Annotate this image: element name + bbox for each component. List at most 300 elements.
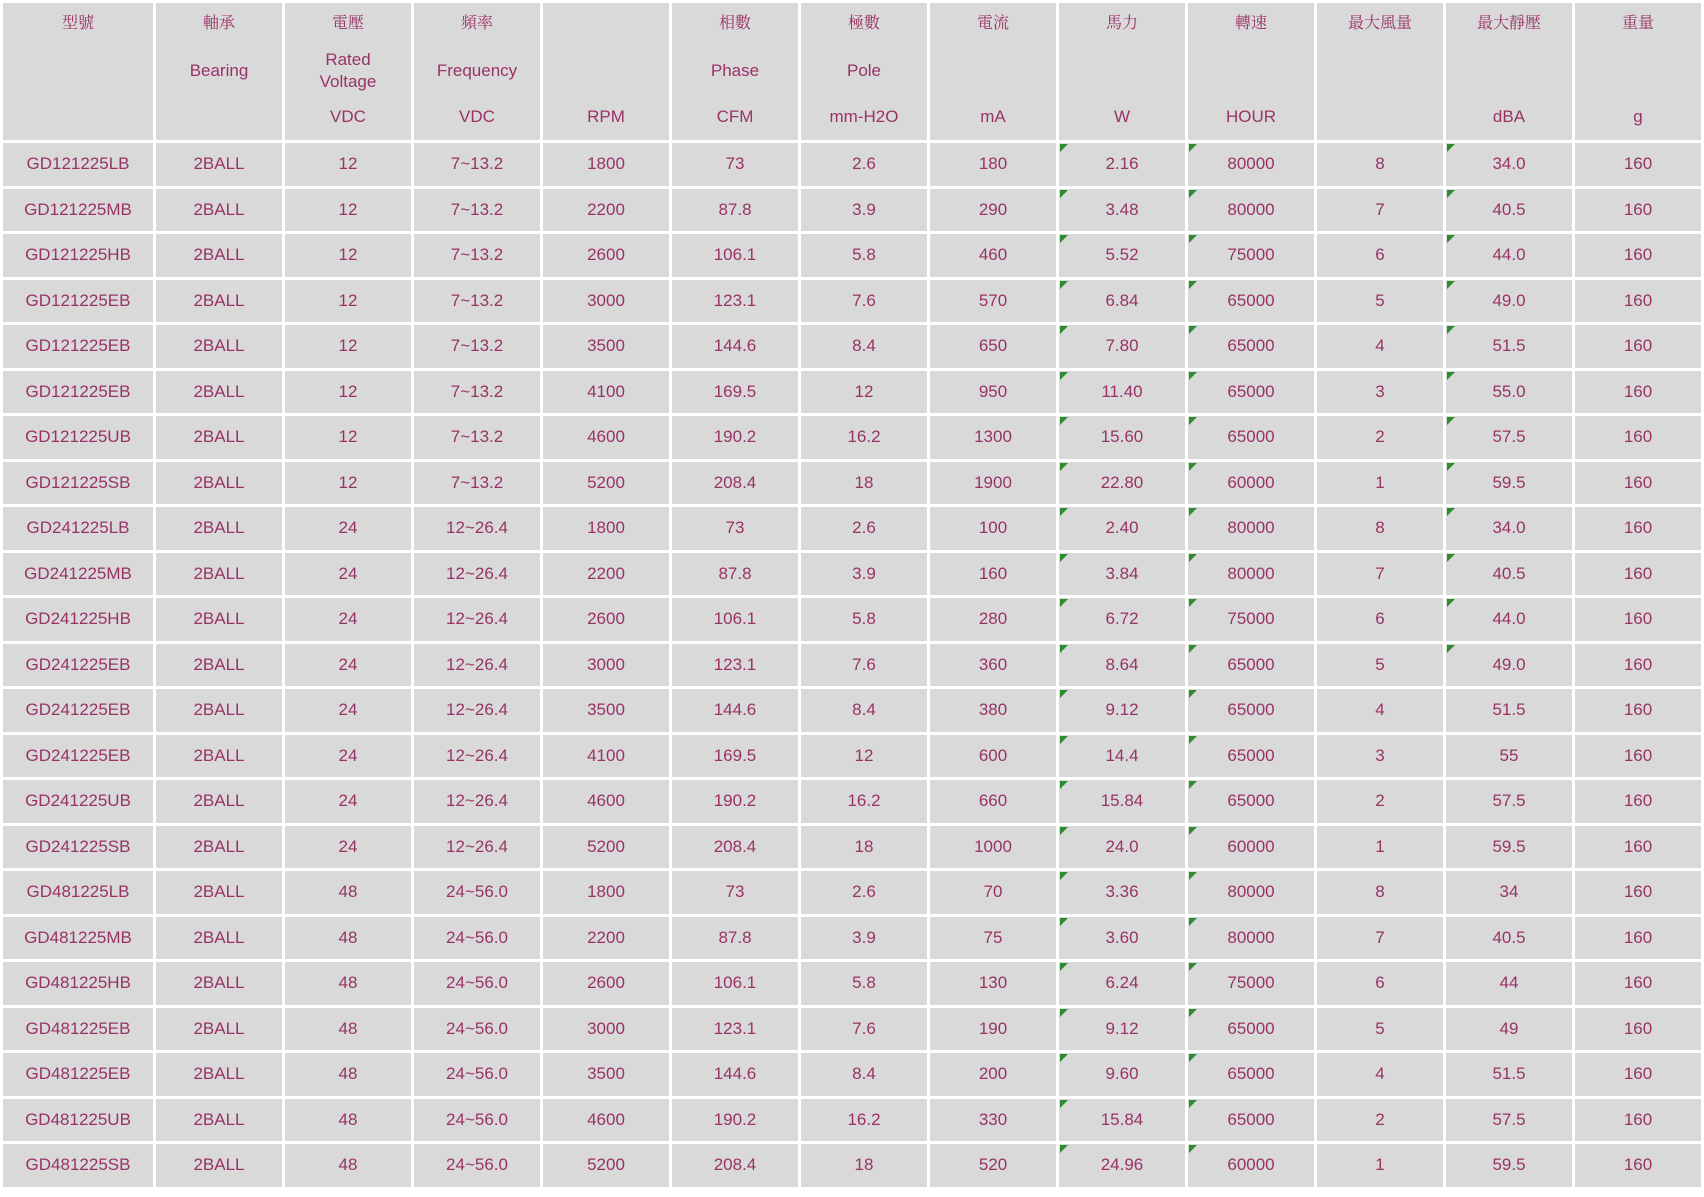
table-row <box>3 1099 1701 1142</box>
header-label-zh: 最大靜壓 <box>1476 15 1541 32</box>
green-corner-marker-icon <box>1060 827 1068 835</box>
table-row <box>3 416 1701 459</box>
value-cell: 24~56.0 <box>414 1099 540 1142</box>
value-cell: 2BALL <box>156 371 282 414</box>
green-corner-marker-icon <box>1189 690 1197 698</box>
value-cell: 24.0 <box>1059 826 1185 869</box>
value-cell: 160 <box>1575 280 1701 323</box>
value-cell: 2BALL <box>156 416 282 459</box>
green-corner-marker-icon <box>1447 281 1455 289</box>
header-label-en <box>1446 42 1572 99</box>
green-corner-marker-icon <box>1060 463 1068 471</box>
value-cell: 9.12 <box>1059 689 1185 732</box>
value-cell: 160 <box>1575 689 1701 732</box>
table-row <box>3 1008 1701 1051</box>
value-cell: 18 <box>801 1144 927 1187</box>
value-cell: 570 <box>930 280 1056 323</box>
value-cell: 80000 <box>1188 143 1314 186</box>
model-cell: GD241225SB <box>3 826 153 869</box>
value-cell: 1000 <box>930 826 1056 869</box>
header-label-zh: 最大風量 <box>1347 15 1412 32</box>
green-corner-marker-icon <box>1447 463 1455 471</box>
column-header-content <box>156 3 282 140</box>
green-corner-marker-icon <box>1060 1054 1068 1062</box>
value-cell: 123.1 <box>672 1008 798 1051</box>
value-cell: 2.6 <box>801 507 927 550</box>
green-corner-marker-icon <box>1060 508 1068 516</box>
value-cell: 2BALL <box>156 1008 282 1051</box>
value-cell: 9.12 <box>1059 1008 1185 1051</box>
header-unit <box>801 99 927 140</box>
value-cell: 24 <box>285 826 411 869</box>
value-cell: 160 <box>1575 371 1701 414</box>
value-cell: 49 <box>1446 1008 1572 1051</box>
table-header <box>3 3 1701 140</box>
value-cell: 2BALL <box>156 234 282 277</box>
value-cell: 75000 <box>1188 598 1314 641</box>
header-unit <box>1575 99 1701 140</box>
green-corner-marker-icon <box>1447 599 1455 607</box>
value-cell: 65000 <box>1188 735 1314 778</box>
value-cell: 6 <box>1317 234 1443 277</box>
value-cell: 65000 <box>1188 1099 1314 1142</box>
green-corner-marker-icon <box>1189 736 1197 744</box>
header-label-zh: 相數 <box>718 15 751 32</box>
value-cell: 49.0 <box>1446 644 1572 687</box>
value-cell: 4 <box>1317 1053 1443 1096</box>
value-cell: 106.1 <box>672 598 798 641</box>
value-cell: 8 <box>1317 143 1443 186</box>
value-cell: 1 <box>1317 826 1443 869</box>
value-cell: 80000 <box>1188 917 1314 960</box>
value-cell: 12~26.4 <box>414 689 540 732</box>
value-cell: 2BALL <box>156 280 282 323</box>
table-row <box>3 826 1701 869</box>
value-cell: 12~26.4 <box>414 598 540 641</box>
value-cell: 65000 <box>1188 780 1314 823</box>
header-unit <box>1188 99 1314 140</box>
value-cell: 8.4 <box>801 1053 927 1096</box>
green-corner-marker-icon <box>1447 372 1455 380</box>
value-cell: 160 <box>1575 644 1701 687</box>
header-unit-text: g <box>1633 107 1643 126</box>
value-cell: 460 <box>930 234 1056 277</box>
header-unit-text: VDC <box>459 107 495 126</box>
value-cell: 7~13.2 <box>414 234 540 277</box>
value-cell: 87.8 <box>672 553 798 596</box>
column-header-11 <box>1446 3 1572 140</box>
value-cell: 290 <box>930 189 1056 232</box>
value-cell: 51.5 <box>1446 1053 1572 1096</box>
value-cell: 48 <box>285 1144 411 1187</box>
green-corner-marker-icon <box>1189 554 1197 562</box>
header-unit <box>1317 99 1443 140</box>
header-unit-text: RPM <box>587 107 625 126</box>
header-unit <box>1446 99 1572 140</box>
column-header-3 <box>414 3 540 140</box>
header-unit <box>414 99 540 140</box>
header-label-en <box>1188 42 1314 99</box>
value-cell: 12~26.4 <box>414 780 540 823</box>
green-corner-marker-icon <box>1447 235 1455 243</box>
value-cell: 48 <box>285 1099 411 1142</box>
model-cell: GD121225EB <box>3 325 153 368</box>
column-header-content <box>1059 3 1185 140</box>
value-cell: 660 <box>930 780 1056 823</box>
value-cell: 65000 <box>1188 325 1314 368</box>
value-cell: 6.72 <box>1059 598 1185 641</box>
value-cell: 24 <box>285 507 411 550</box>
value-cell: 16.2 <box>801 1099 927 1142</box>
value-cell: 24 <box>285 644 411 687</box>
table-row <box>3 1144 1701 1187</box>
value-cell: 7~13.2 <box>414 325 540 368</box>
value-cell: 160 <box>1575 826 1701 869</box>
value-cell: 100 <box>930 507 1056 550</box>
green-corner-marker-icon <box>1189 872 1197 880</box>
value-cell: 2BALL <box>156 462 282 505</box>
value-cell: 80000 <box>1188 553 1314 596</box>
value-cell: 55.0 <box>1446 371 1572 414</box>
value-cell: 59.5 <box>1446 826 1572 869</box>
green-corner-marker-icon <box>1189 508 1197 516</box>
green-corner-marker-icon <box>1189 645 1197 653</box>
model-cell: GD121225MB <box>3 189 153 232</box>
value-cell: 169.5 <box>672 735 798 778</box>
value-cell: 208.4 <box>672 462 798 505</box>
value-cell: 360 <box>930 644 1056 687</box>
model-cell: GD481225UB <box>3 1099 153 1142</box>
value-cell: 4600 <box>543 416 669 459</box>
value-cell: 190.2 <box>672 416 798 459</box>
column-header-2 <box>285 3 411 140</box>
value-cell: 57.5 <box>1446 780 1572 823</box>
value-cell: 520 <box>930 1144 1056 1187</box>
table-row <box>3 598 1701 641</box>
value-cell: 4100 <box>543 735 669 778</box>
green-corner-marker-icon <box>1060 235 1068 243</box>
value-cell: 40.5 <box>1446 917 1572 960</box>
value-cell: 80000 <box>1188 507 1314 550</box>
header-row <box>3 3 1701 140</box>
value-cell: 12~26.4 <box>414 644 540 687</box>
value-cell: 18 <box>801 462 927 505</box>
green-corner-marker-icon <box>1060 872 1068 880</box>
value-cell: 7 <box>1317 189 1443 232</box>
value-cell: 24~56.0 <box>414 917 540 960</box>
green-corner-marker-icon <box>1189 1100 1197 1108</box>
value-cell: 6.24 <box>1059 962 1185 1005</box>
value-cell: 80000 <box>1188 189 1314 232</box>
green-corner-marker-icon <box>1447 326 1455 334</box>
value-cell: 65000 <box>1188 1053 1314 1096</box>
header-unit <box>156 99 282 140</box>
value-cell: 24~56.0 <box>414 1053 540 1096</box>
header-label-en <box>543 42 669 99</box>
value-cell: 2BALL <box>156 189 282 232</box>
model-cell: GD121225HB <box>3 234 153 277</box>
value-cell: 59.5 <box>1446 462 1572 505</box>
value-cell: 75 <box>930 917 1056 960</box>
column-header-content <box>543 3 669 140</box>
value-cell: 5 <box>1317 644 1443 687</box>
header-label-en <box>156 42 282 99</box>
column-header-content <box>3 3 153 140</box>
value-cell: 1800 <box>543 871 669 914</box>
column-header-content <box>1188 3 1314 140</box>
column-header-10 <box>1317 3 1443 140</box>
value-cell: 12 <box>285 325 411 368</box>
value-cell: 3 <box>1317 735 1443 778</box>
value-cell: 2BALL <box>156 689 282 732</box>
value-cell: 9.60 <box>1059 1053 1185 1096</box>
value-cell: 7~13.2 <box>414 371 540 414</box>
value-cell: 3.84 <box>1059 553 1185 596</box>
header-label-en-text: Rated Voltage <box>319 50 377 91</box>
column-header-0 <box>3 3 153 140</box>
value-cell: 12 <box>285 280 411 323</box>
value-cell: 190.2 <box>672 780 798 823</box>
header-label-zh: 馬力 <box>1105 15 1138 32</box>
table-row <box>3 189 1701 232</box>
model-cell: GD241225MB <box>3 553 153 596</box>
header-label-zh: 電流 <box>976 15 1009 32</box>
value-cell: 160 <box>930 553 1056 596</box>
table-row <box>3 325 1701 368</box>
value-cell: 3.48 <box>1059 189 1185 232</box>
header-label-en-text: Bearing <box>189 60 249 80</box>
value-cell: 208.4 <box>672 826 798 869</box>
value-cell: 169.5 <box>672 371 798 414</box>
green-corner-marker-icon <box>1060 918 1068 926</box>
value-cell: 57.5 <box>1446 1099 1572 1142</box>
model-cell: GD241225EB <box>3 735 153 778</box>
header-label-en <box>801 42 927 99</box>
column-header-8 <box>1059 3 1185 140</box>
value-cell: 11.40 <box>1059 371 1185 414</box>
value-cell: 160 <box>1575 735 1701 778</box>
value-cell: 5 <box>1317 1008 1443 1051</box>
value-cell: 65000 <box>1188 689 1314 732</box>
value-cell: 65000 <box>1188 280 1314 323</box>
column-header-9 <box>1188 3 1314 140</box>
table-row <box>3 462 1701 505</box>
column-header-4 <box>543 3 669 140</box>
value-cell: 2600 <box>543 598 669 641</box>
value-cell: 6 <box>1317 598 1443 641</box>
column-header-content <box>285 3 411 140</box>
model-cell: GD481225EB <box>3 1053 153 1096</box>
value-cell: 34 <box>1446 871 1572 914</box>
header-label-en <box>1575 42 1701 99</box>
value-cell: 160 <box>1575 325 1701 368</box>
model-cell: GD121225UB <box>3 416 153 459</box>
green-corner-marker-icon <box>1060 190 1068 198</box>
value-cell: 70 <box>930 871 1056 914</box>
value-cell: 15.84 <box>1059 780 1185 823</box>
value-cell: 87.8 <box>672 189 798 232</box>
green-corner-marker-icon <box>1060 417 1068 425</box>
value-cell: 3.9 <box>801 917 927 960</box>
value-cell: 57.5 <box>1446 416 1572 459</box>
value-cell: 2600 <box>543 234 669 277</box>
value-cell: 24~56.0 <box>414 1008 540 1051</box>
value-cell: 190.2 <box>672 1099 798 1142</box>
header-label-en <box>285 42 411 99</box>
value-cell: 65000 <box>1188 371 1314 414</box>
value-cell: 200 <box>930 1053 1056 1096</box>
value-cell: 2.40 <box>1059 507 1185 550</box>
column-header-content <box>1317 3 1443 140</box>
value-cell: 3000 <box>543 1008 669 1051</box>
value-cell: 34.0 <box>1446 507 1572 550</box>
value-cell: 160 <box>1575 780 1701 823</box>
model-cell: GD481225EB <box>3 1008 153 1051</box>
value-cell: 2BALL <box>156 644 282 687</box>
value-cell: 3.9 <box>801 553 927 596</box>
header-label-en <box>672 42 798 99</box>
value-cell: 160 <box>1575 507 1701 550</box>
value-cell: 2BALL <box>156 325 282 368</box>
value-cell: 8.4 <box>801 689 927 732</box>
value-cell: 2BALL <box>156 780 282 823</box>
value-cell: 2BALL <box>156 826 282 869</box>
value-cell: 5.8 <box>801 598 927 641</box>
value-cell: 40.5 <box>1446 553 1572 596</box>
value-cell: 2BALL <box>156 598 282 641</box>
value-cell: 48 <box>285 1053 411 1096</box>
green-corner-marker-icon <box>1060 144 1068 152</box>
value-cell: 12~26.4 <box>414 507 540 550</box>
green-corner-marker-icon <box>1447 645 1455 653</box>
value-cell: 24 <box>285 780 411 823</box>
value-cell: 12~26.4 <box>414 553 540 596</box>
value-cell: 4 <box>1317 689 1443 732</box>
green-corner-marker-icon <box>1189 1054 1197 1062</box>
value-cell: 7~13.2 <box>414 416 540 459</box>
value-cell: 2BALL <box>156 1099 282 1142</box>
green-corner-marker-icon <box>1060 326 1068 334</box>
value-cell: 2200 <box>543 917 669 960</box>
green-corner-marker-icon <box>1189 144 1197 152</box>
green-corner-marker-icon <box>1189 781 1197 789</box>
header-unit-text: mA <box>980 107 1006 126</box>
value-cell: 65000 <box>1188 416 1314 459</box>
value-cell: 160 <box>1575 1008 1701 1051</box>
value-cell: 15.60 <box>1059 416 1185 459</box>
column-header-7 <box>930 3 1056 140</box>
green-corner-marker-icon <box>1189 190 1197 198</box>
value-cell: 59.5 <box>1446 1144 1572 1187</box>
value-cell: 75000 <box>1188 962 1314 1005</box>
model-cell: GD121225EB <box>3 371 153 414</box>
value-cell: 12 <box>285 462 411 505</box>
value-cell: 48 <box>285 962 411 1005</box>
green-corner-marker-icon <box>1189 963 1197 971</box>
table-row <box>3 689 1701 732</box>
value-cell: 7~13.2 <box>414 143 540 186</box>
value-cell: 8.4 <box>801 325 927 368</box>
value-cell: 8 <box>1317 871 1443 914</box>
model-cell: GD481225SB <box>3 1144 153 1187</box>
model-cell: GD481225HB <box>3 962 153 1005</box>
value-cell: 18 <box>801 826 927 869</box>
header-label-zh: 頻率 <box>460 15 493 32</box>
value-cell: 60000 <box>1188 1144 1314 1187</box>
green-corner-marker-icon <box>1060 372 1068 380</box>
value-cell: 160 <box>1575 1144 1701 1187</box>
table-row <box>3 917 1701 960</box>
green-corner-marker-icon <box>1060 963 1068 971</box>
table-row <box>3 871 1701 914</box>
value-cell: 8 <box>1317 507 1443 550</box>
value-cell: 7.6 <box>801 280 927 323</box>
value-cell: 2BALL <box>156 143 282 186</box>
value-cell: 7.6 <box>801 1008 927 1051</box>
value-cell: 5.52 <box>1059 234 1185 277</box>
value-cell: 48 <box>285 917 411 960</box>
column-header-content <box>930 3 1056 140</box>
value-cell: 4600 <box>543 780 669 823</box>
value-cell: 7~13.2 <box>414 280 540 323</box>
value-cell: 160 <box>1575 143 1701 186</box>
value-cell: 160 <box>1575 553 1701 596</box>
value-cell: 48 <box>285 1008 411 1051</box>
model-cell: GD481225LB <box>3 871 153 914</box>
value-cell: 650 <box>930 325 1056 368</box>
model-cell: GD121225EB <box>3 280 153 323</box>
value-cell: 60000 <box>1188 462 1314 505</box>
value-cell: 24 <box>285 553 411 596</box>
value-cell: 3.9 <box>801 189 927 232</box>
header-unit-text: mm-H2O <box>829 107 899 126</box>
value-cell: 44.0 <box>1446 598 1572 641</box>
header-label-en <box>930 42 1056 99</box>
green-corner-marker-icon <box>1189 599 1197 607</box>
value-cell: 44 <box>1446 962 1572 1005</box>
value-cell: 5 <box>1317 280 1443 323</box>
value-cell: 208.4 <box>672 1144 798 1187</box>
value-cell: 5.8 <box>801 962 927 1005</box>
model-cell: GD241225UB <box>3 780 153 823</box>
value-cell: 24 <box>285 598 411 641</box>
value-cell: 160 <box>1575 1099 1701 1142</box>
value-cell: 2.6 <box>801 871 927 914</box>
header-label-zh <box>543 3 669 42</box>
value-cell: 2200 <box>543 189 669 232</box>
value-cell: 190 <box>930 1008 1056 1051</box>
table-row <box>3 1053 1701 1096</box>
value-cell: 123.1 <box>672 644 798 687</box>
value-cell: 3000 <box>543 644 669 687</box>
value-cell: 106.1 <box>672 962 798 1005</box>
green-corner-marker-icon <box>1447 554 1455 562</box>
value-cell: 380 <box>930 689 1056 732</box>
column-header-12 <box>1575 3 1701 140</box>
value-cell: 51.5 <box>1446 689 1572 732</box>
header-label-zh: 軸承 <box>202 15 235 32</box>
value-cell: 73 <box>672 143 798 186</box>
value-cell: 7 <box>1317 553 1443 596</box>
header-unit <box>543 99 669 140</box>
green-corner-marker-icon <box>1060 1009 1068 1017</box>
value-cell: 44.0 <box>1446 234 1572 277</box>
value-cell: 65000 <box>1188 644 1314 687</box>
value-cell: 2 <box>1317 416 1443 459</box>
model-cell: GD241225EB <box>3 644 153 687</box>
model-cell: GD241225HB <box>3 598 153 641</box>
table-row <box>3 962 1701 1005</box>
